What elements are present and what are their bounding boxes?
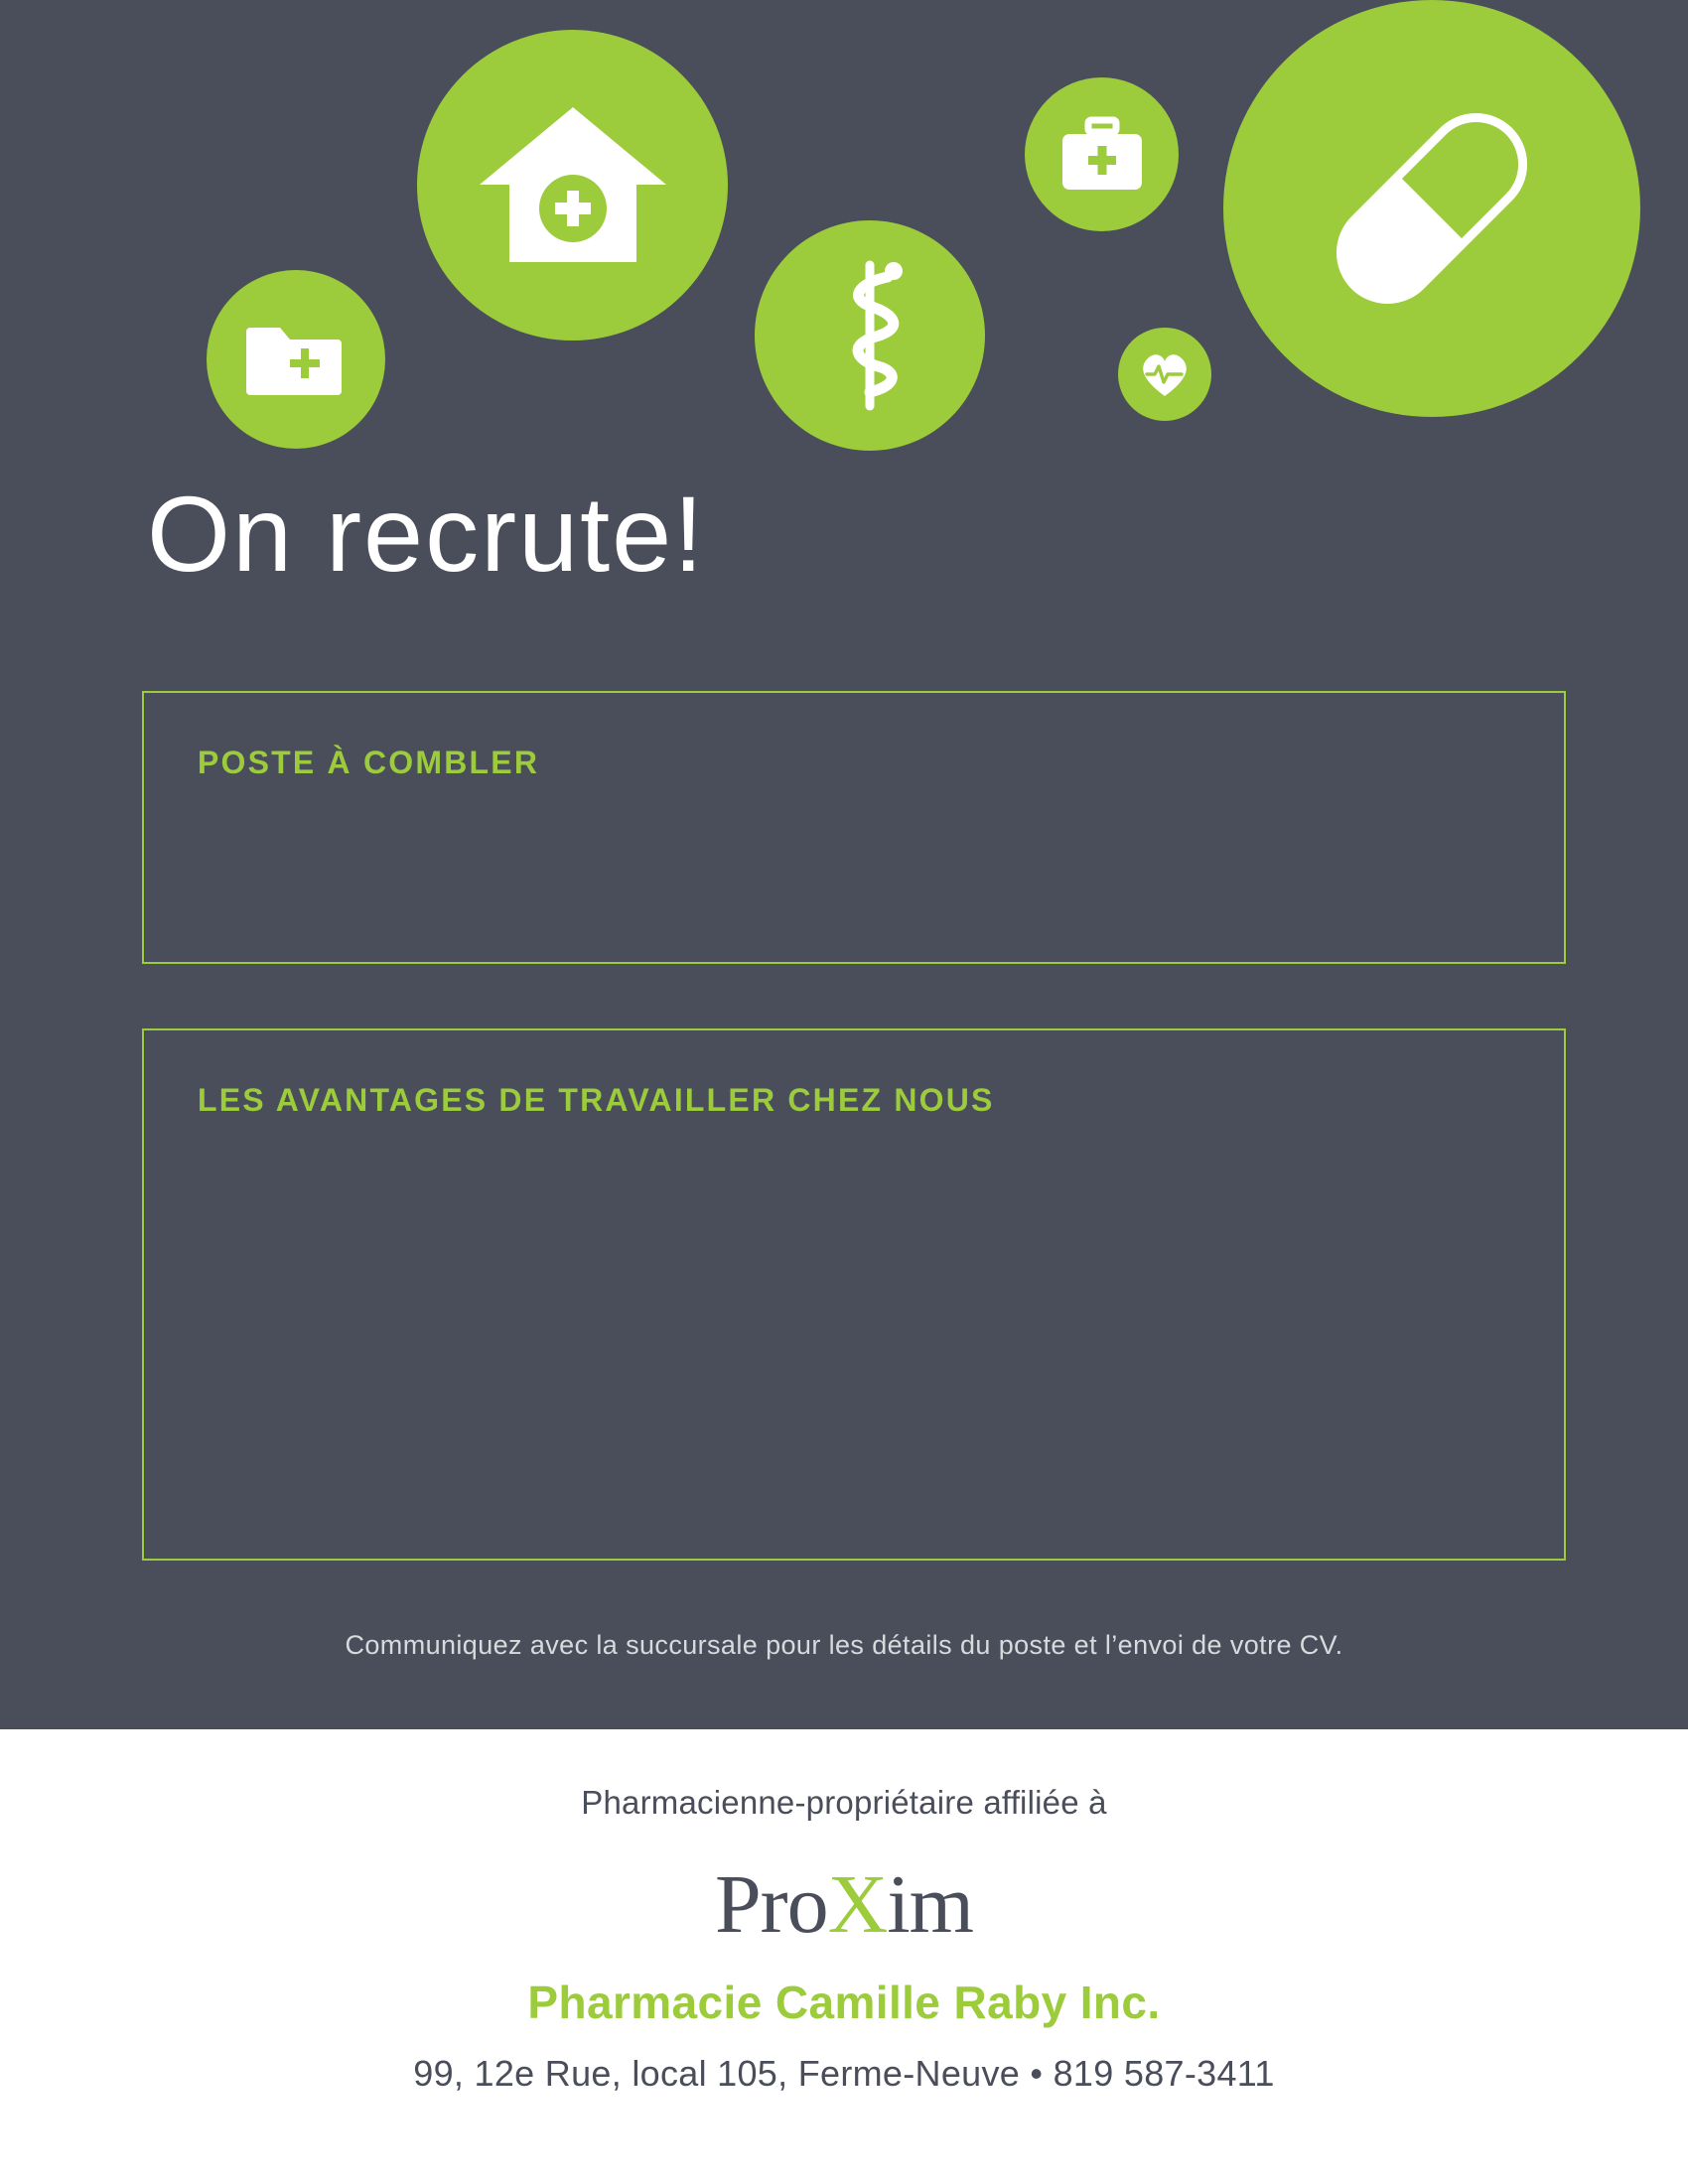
logo-x-glyph: X xyxy=(827,1858,888,1951)
contact-note: Communiquez avec la succursale pour les détails du poste et l’envoi de votre CV. xyxy=(345,1630,1343,1660)
asclepius-rod-icon xyxy=(755,220,985,451)
proxim-logo xyxy=(0,1858,1688,1953)
pill-capsule-icon xyxy=(1223,0,1640,417)
house-plus-icon xyxy=(417,30,728,341)
section-avantages xyxy=(142,1028,1566,1561)
heart-pulse-icon xyxy=(1118,328,1211,421)
folder-plus-icon xyxy=(207,270,385,449)
section-title: POSTE À COMBLER xyxy=(198,745,540,780)
pharmacy-address: 99, 12e Rue, local 105, Ferme-Neuve • 819 587-3411 xyxy=(413,2053,1275,2094)
logo-part-2: im xyxy=(887,1858,974,1951)
page-title: On recrute! xyxy=(147,474,706,594)
first-aid-kit-icon xyxy=(1025,77,1179,231)
poster-footer xyxy=(0,1729,1688,2184)
section-poste-a-combler xyxy=(142,691,1566,964)
pharmacy-name: Pharmacie Camille Raby Inc. xyxy=(527,1977,1161,2028)
section-title: LES AVANTAGES DE TRAVAILLER CHEZ NOUS xyxy=(198,1082,995,1118)
logo-part-1: Pro xyxy=(714,1858,828,1951)
affiliation-text: Pharmacienne-propriétaire affiliée à xyxy=(581,1784,1107,1821)
